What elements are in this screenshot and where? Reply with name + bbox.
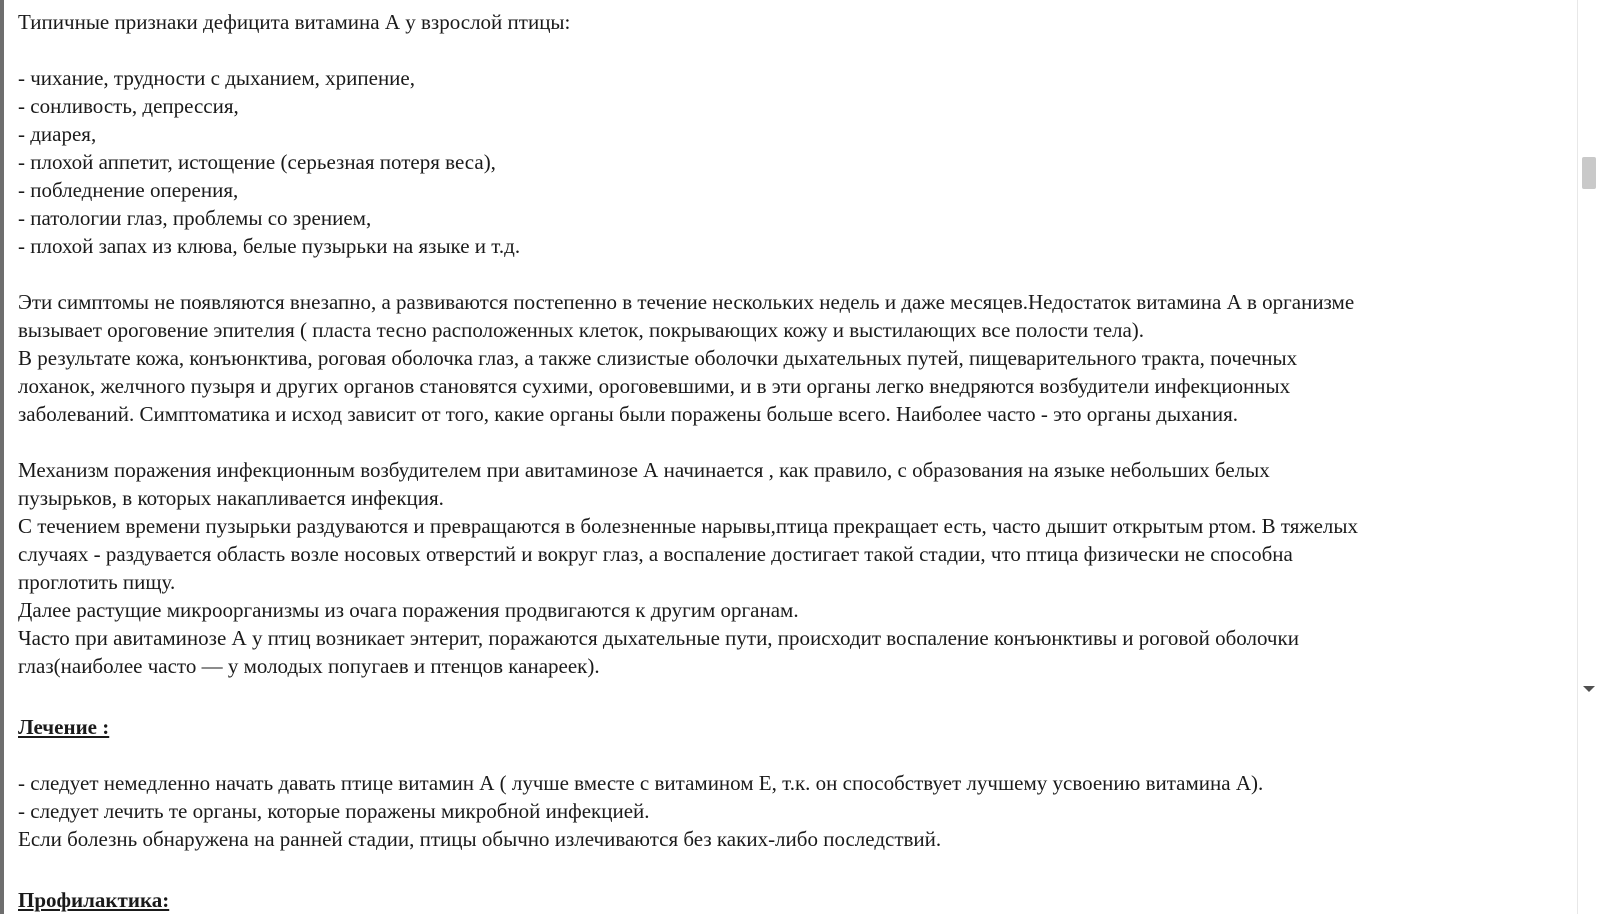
paragraph-line: В результате кожа, конъюнктива, роговая оболочка глаз, а также слизистые оболочки дыхательных путей, пищеварительного тракта, почечных [18,346,1298,370]
spacer [18,36,1558,64]
intro-text: Типичные признаки дефицита витамина А у взрослой птицы: [18,10,571,34]
vertical-scrollbar[interactable] [1577,0,1600,914]
spacer [18,428,1558,456]
spacer [18,680,1558,708]
paragraph-line: Далее растущие микроорганизмы из очага поражения продвигаются к другим органам. [18,598,799,622]
treatment-heading: Лечение : [18,715,110,739]
paragraph-line: пузырьков, в которых накапливается инфекция. [18,486,444,510]
paragraph-line: лоханок, желчного пузыря и других органов становятся сухими, ороговевшими, и в эти органы легко внедряются возбудители инфекционных [18,374,1291,398]
symptom-item: - побледнение оперения, [18,178,239,202]
scrollbar-thumb[interactable] [1582,157,1596,189]
scroll-down-arrow-icon[interactable] [1583,686,1595,692]
symptom-item: - плохой запах из клюва, белые пузырьки на языке и т.д. [18,234,521,258]
prevention-heading: Профилактика: [18,888,170,912]
paragraph-line: проглотить пищу. [18,570,176,594]
treatment-item: Если болезнь обнаружена на ранней стадии, птицы обычно излечиваются без каких-либо последствий. [18,827,942,851]
symptom-item: - патологии глаз, проблемы со зрением, [18,206,372,230]
treatment-item: - следует немедленно начать давать птице витамин А ( лучше вместе с витамином Е, т.к. он способствует лучшему усвоению витамина А). [18,771,1264,795]
symptom-item: - чихание, трудности с дыханием, хрипение, [18,66,415,90]
paragraph-line: С течением времени пузырьки раздуваются и превращаются в болезненные нарывы,птица прекращает есть, часто дышит открытым ртом. В тяжелых [18,514,1359,538]
paragraph-line: вызывает ороговение эпителия ( пласта тесно расположенных клеток, покрывающих кожу и выстилающих все полости тела). [18,318,1145,342]
article-content [18,8,1558,914]
paragraph-line: заболеваний. Симптоматика и исход зависит от того, какие органы были поражены больше всего. Наиболее часто - это органы дыхания. [18,402,1238,426]
spacer [18,260,1558,288]
symptom-item: - сонливость, депрессия, [18,94,239,118]
window-left-border [0,0,4,914]
paragraph-line: глаз(наиболее часто — у молодых попугаев и птенцов канареек). [18,654,600,678]
paragraph-line: случаях - раздувается область возле носовых отверстий и вокруг глаз, а воспаление достигает такой стадии, что птица физически не способна [18,542,1293,566]
spacer [18,741,1558,769]
paragraph-line: Часто при авитаминозе А у птиц возникает энтерит, поражаются дыхательные пути, происходит воспаление конъюнктивы и роговой оболочки [18,626,1299,650]
spacer [18,853,1558,881]
symptom-item: - плохой аппетит, истощение (серьезная потеря веса), [18,150,496,174]
paragraph-line: Механизм поражения инфекционным возбудителем при авитаминозе А начинается , как правило, с образования на языке небольших белых [18,458,1270,482]
treatment-item: - следует лечить те органы, которые поражены микробной инфекцией. [18,799,650,823]
paragraph-line: Эти симптомы не появляются внезапно, а развиваются постепенно в течение нескольких недель и даже месяцев.Недостаток витамина А в организме [18,290,1355,314]
symptom-item: - диарея, [18,122,97,146]
